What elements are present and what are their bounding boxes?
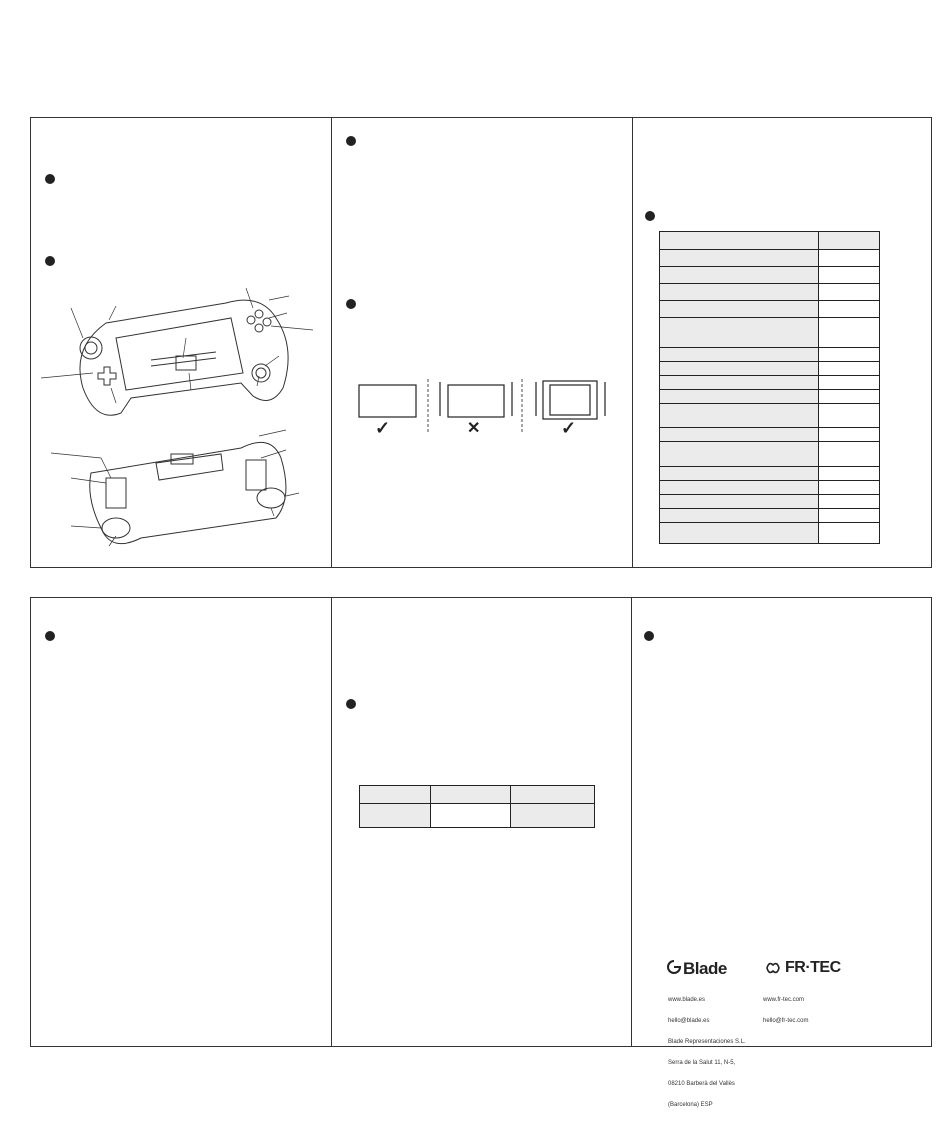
section-bullet	[346, 699, 356, 709]
incompatible-cross-icon: ✕	[467, 420, 481, 437]
contact-panel	[632, 598, 933, 1108]
table-row	[660, 362, 880, 376]
controller-overview-panel	[31, 118, 331, 567]
section-bullet	[45, 256, 55, 266]
contact-line: www.fr-tec.com	[763, 997, 805, 1003]
phone-compatibility-panel	[332, 118, 632, 567]
frtec-contact-info	[763, 983, 808, 1039]
table-row	[660, 404, 880, 428]
controller-back-diagram	[31, 418, 331, 548]
phone-fit-illustration	[354, 376, 634, 436]
table-row	[660, 442, 880, 467]
table-row	[660, 428, 880, 442]
controller-front-diagram	[31, 278, 331, 428]
contact-line: Blade Representaciones S.L.	[668, 1039, 746, 1045]
specifications-table	[659, 231, 880, 544]
contact-line: www.blade.es	[668, 997, 706, 1003]
section-bullet	[645, 211, 655, 221]
top-sheet	[30, 117, 932, 568]
contact-line: hello@blade.es	[668, 1018, 710, 1024]
table-row	[660, 523, 880, 544]
table-row	[660, 301, 880, 318]
instructions-panel	[31, 598, 331, 1046]
blade-logo-icon	[667, 960, 681, 974]
table-row	[660, 348, 880, 362]
specifications-panel	[633, 118, 933, 567]
table-row	[360, 804, 595, 828]
blade-contact-info	[668, 983, 746, 1123]
table-row	[660, 284, 880, 301]
section-bullet	[644, 631, 654, 641]
frtec-logo-icon	[763, 960, 783, 976]
contact-line: Serra de la Salut 11, N-5,	[668, 1060, 736, 1066]
contact-line: hello@fr-tec.com	[763, 1018, 809, 1024]
section-bullet	[346, 299, 356, 309]
table-row	[660, 467, 880, 481]
section-bullet	[45, 174, 55, 184]
table-row	[360, 786, 595, 804]
table-row	[660, 481, 880, 495]
table-row	[660, 318, 880, 348]
section-bullet	[346, 136, 356, 146]
table-row	[660, 509, 880, 523]
compatible-check-icon: ✓	[561, 418, 577, 438]
contact-line: (Barcelona) ESP	[668, 1102, 713, 1108]
charging-panel	[332, 598, 631, 1046]
table-row	[660, 267, 880, 284]
table-row	[660, 250, 880, 267]
compatible-check-icon: ✓	[375, 418, 391, 438]
frtec-brand: FR·TEC	[785, 959, 841, 976]
section-bullet	[45, 631, 55, 641]
blade-brand: Blade	[683, 959, 727, 978]
table-row	[660, 495, 880, 509]
table-row	[660, 232, 880, 250]
table-row	[660, 376, 880, 390]
bottom-sheet	[30, 597, 932, 1108]
contact-line: 08210 Barberà del Vallès	[668, 1081, 735, 1087]
charging-table	[359, 785, 595, 828]
table-row	[660, 390, 880, 404]
